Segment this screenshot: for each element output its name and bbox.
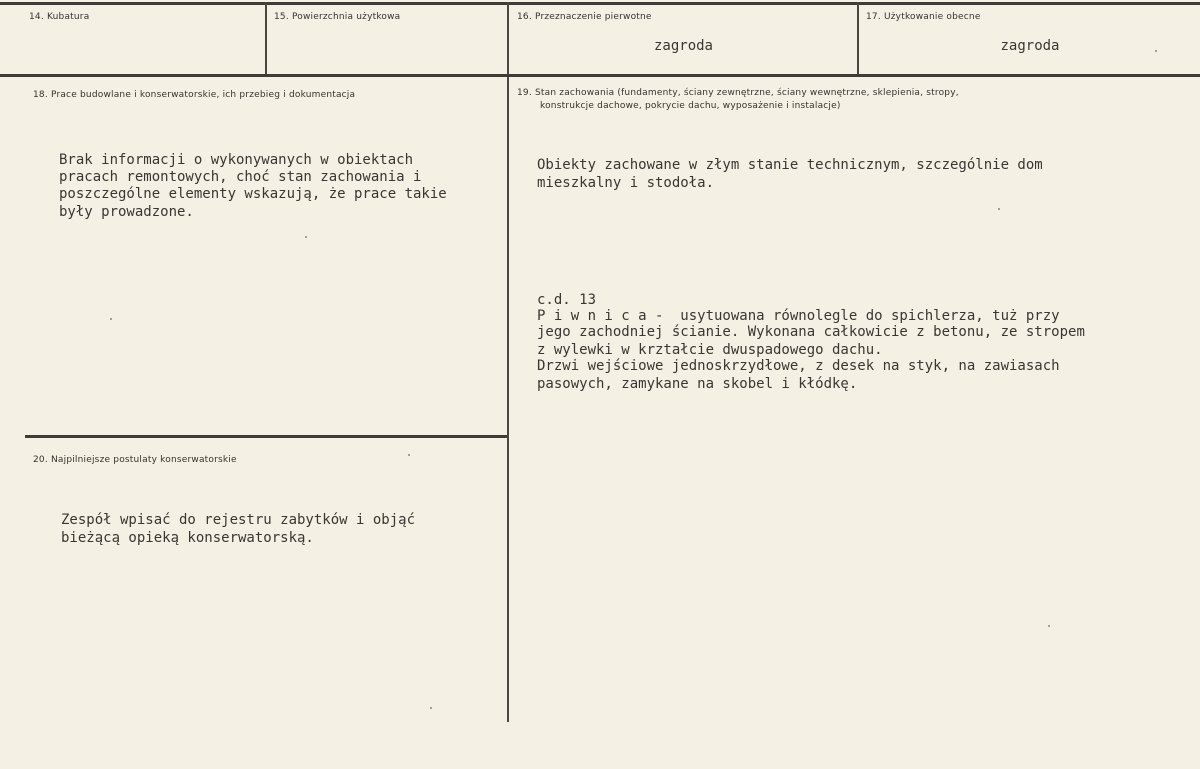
- paper-speck: [1155, 50, 1157, 52]
- row-divider-1: [0, 74, 1200, 77]
- field-16-label: 16. Przeznaczenie pierwotne: [517, 12, 652, 22]
- field-16-value: zagroda: [653, 38, 713, 54]
- field-19-line: c.d. 13: [537, 292, 597, 308]
- top-border: [0, 2, 1200, 5]
- field-18-label: 18. Prace budowlane i konserwatorskie, ich przebieg i dokumentacja: [33, 90, 356, 100]
- field-18-line: były prowadzone.: [59, 204, 194, 220]
- field-20-line: Zespół wpisać do rejestru zabytków i objąć: [61, 512, 416, 528]
- field-19-label: 19. Stan zachowania (fundamenty, ściany zewnętrzne, ściany wewnętrzne, sklepienia, stropy,: [517, 88, 959, 98]
- field-19-line: mieszkalny i stodoła.: [537, 175, 715, 191]
- field-19-line: P i w n i c a - usytuowana równolegle do spichlerza, tuż przy: [537, 308, 1060, 324]
- field-19-line: jego zachodniej ścianie. Wykonana całkowicie z betonu, ze stropem: [537, 324, 1085, 340]
- paper-speck: [110, 318, 112, 320]
- field-18-line: pracach remontowych, choć stan zachowania i: [59, 169, 422, 185]
- row-divider-18-20: [25, 435, 507, 438]
- paper-speck: [305, 236, 307, 238]
- field-19-line: Drzwi wejściowe jednoskrzydłowe, z desek na styk, na zawiasach: [537, 358, 1060, 374]
- paper-speck: [998, 208, 1000, 210]
- divider-15-16: [507, 2, 509, 722]
- field-14-label: 14. Kubatura: [29, 12, 90, 22]
- field-19-label-cont: konstrukcje dachowe, pokrycie dachu, wyposażenie i instalacje): [540, 101, 841, 111]
- field-17-value: zagroda: [1000, 38, 1060, 54]
- field-17-label: 17. Użytkowanie obecne: [866, 12, 981, 22]
- field-15-label: 15. Powierzchnia użytkowa: [274, 12, 401, 22]
- divider-16-17: [857, 2, 859, 74]
- field-18-line: poszczególne elementy wskazują, że prace takie: [59, 186, 447, 202]
- field-18-line: Brak informacji o wykonywanych w obiektach: [59, 152, 414, 168]
- paper-speck: [408, 454, 410, 456]
- field-19-line: Obiekty zachowane w złym stanie technicznym, szczególnie dom: [537, 157, 1043, 173]
- paper-speck: [430, 707, 432, 709]
- field-19-line: pasowych, zamykane na skobel i kłódkę.: [537, 376, 858, 392]
- field-20-line: bieżącą opieką konserwatorską.: [61, 530, 314, 546]
- field-19-line: z wylewki w krztałcie dwuspadowego dachu.: [537, 342, 883, 358]
- divider-14-15: [265, 2, 267, 74]
- paper-speck: [1048, 625, 1050, 627]
- field-20-label: 20. Najpilniejsze postulaty konserwatorskie: [33, 455, 237, 465]
